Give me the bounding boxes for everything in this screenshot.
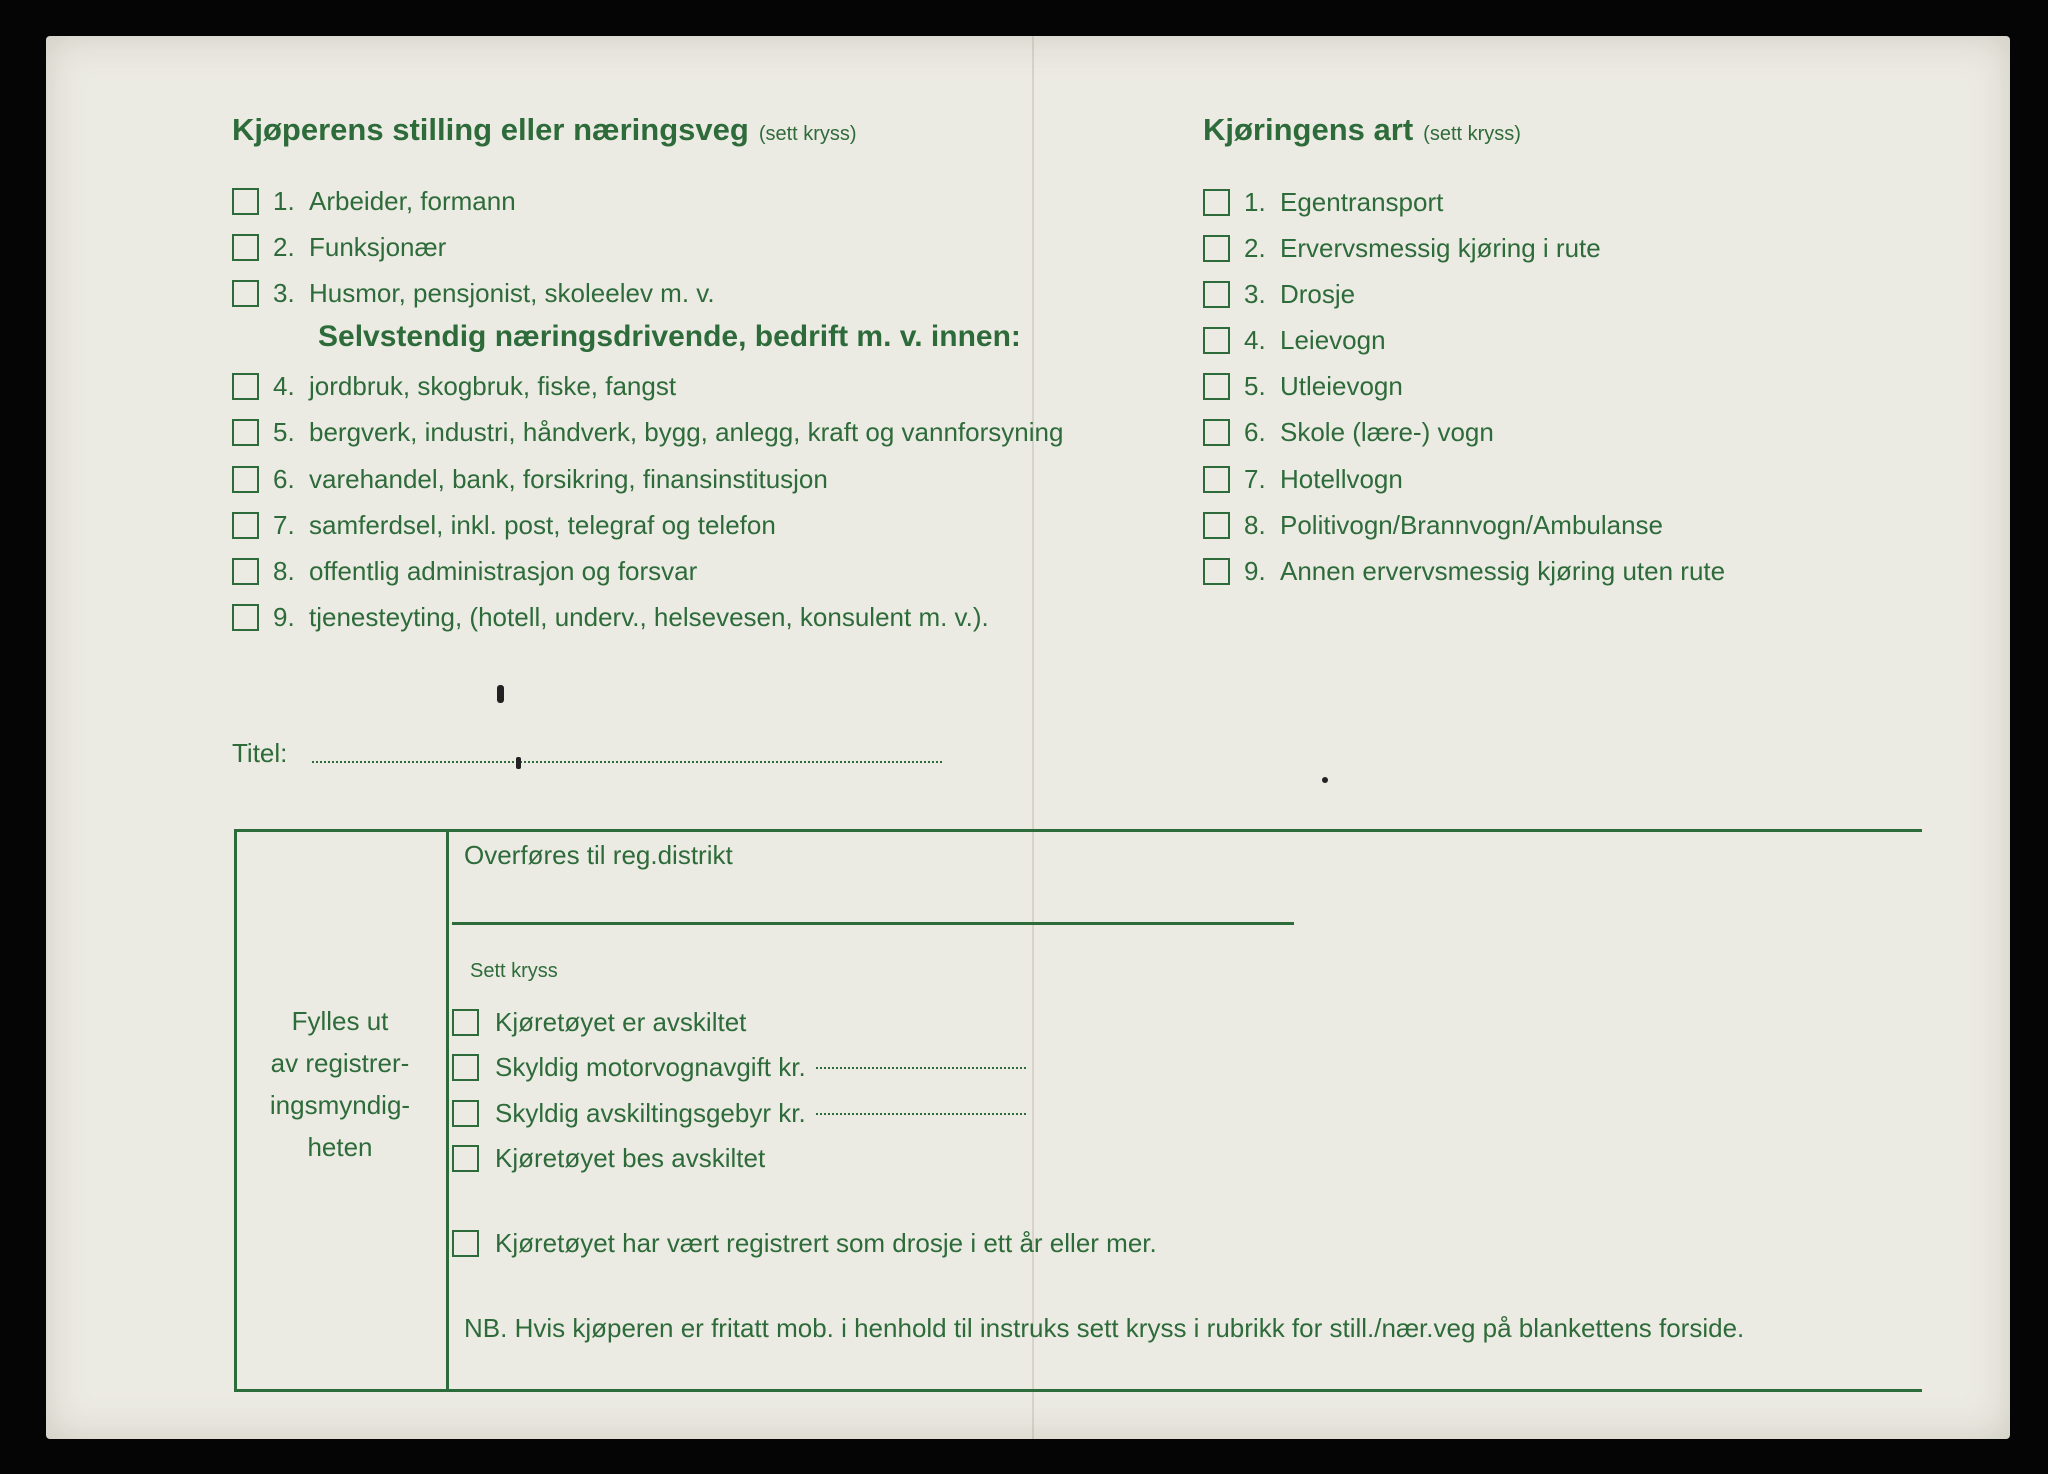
authority-check-2[interactable] — [452, 1052, 1026, 1083]
authority-check-1[interactable] — [452, 1007, 746, 1038]
driving-option-3[interactable] — [1203, 279, 1355, 310]
ink-speck — [497, 685, 504, 703]
authority-label — [240, 1000, 440, 1168]
driving-option-4[interactable] — [1203, 325, 1386, 356]
checkbox[interactable] — [1203, 235, 1230, 262]
transfer-district-field[interactable] — [452, 922, 1294, 925]
occupation-option-1[interactable] — [232, 186, 516, 217]
authority-label-line: Fylles ut — [291, 1006, 389, 1036]
option-label: tjenesteyting, (hotell, underv., helsevesen, konsulent m. v.). — [309, 602, 989, 632]
option-label: bergverk, industri, håndverk, bygg, anlegg, kraft og vannforsyning — [309, 417, 1064, 447]
option-label: Ervervsmessig kjøring i rute — [1280, 233, 1601, 263]
option-label: offentlig administrasjon og forsvar — [309, 556, 698, 586]
driving-option-7[interactable] — [1203, 464, 1403, 495]
option-label: Annen ervervsmessig kjøring uten rute — [1280, 556, 1726, 586]
checkbox[interactable] — [1203, 327, 1230, 354]
box-top-border — [234, 829, 1922, 832]
option-label: Drosje — [1280, 279, 1356, 309]
checkbox[interactable] — [232, 280, 259, 307]
amount-field[interactable] — [816, 1113, 1026, 1115]
option-number: 4. — [1244, 325, 1266, 355]
option-number: 3. — [1244, 279, 1266, 309]
check-label: Kjøretøyet har vært registrert som drosje i ett år eller mer. — [495, 1228, 1157, 1258]
option-label: Utleievogn — [1280, 371, 1403, 401]
option-label: Egentransport — [1280, 187, 1444, 217]
right-heading-text: Kjøringens art — [1203, 112, 1414, 147]
occupation-option-5[interactable] — [232, 417, 1063, 448]
check-label: Skyldig motorvognavgift kr. — [495, 1052, 806, 1082]
option-label: Skole (lære-) vogn — [1280, 417, 1494, 447]
option-label: Hotellvogn — [1280, 464, 1403, 494]
authority-label-line: ingsmyndig- — [269, 1090, 411, 1120]
option-label: jordbruk, skogbruk, fiske, fangst — [309, 371, 677, 401]
option-number: 6. — [273, 464, 295, 494]
checkbox[interactable] — [232, 512, 259, 539]
option-label: Leievogn — [1280, 325, 1386, 355]
option-number: 8. — [273, 556, 295, 586]
option-label: Funksjonær — [309, 232, 447, 262]
checkbox[interactable] — [452, 1009, 479, 1036]
occupation-option-3[interactable] — [232, 278, 715, 309]
occupation-option-4[interactable] — [232, 371, 676, 402]
right-heading — [1203, 112, 1521, 148]
option-label: samferdsel, inkl. post, telegraf og telefon — [309, 510, 776, 540]
occupation-option-6[interactable] — [232, 464, 828, 495]
checkbox[interactable] — [452, 1100, 479, 1127]
option-number: 8. — [1244, 510, 1266, 540]
box-left-border — [234, 829, 237, 1392]
driving-option-5[interactable] — [1203, 371, 1403, 402]
checkbox[interactable] — [1203, 373, 1230, 400]
checkbox[interactable] — [452, 1230, 479, 1257]
checkbox[interactable] — [1203, 558, 1230, 585]
check-label: Kjøretøyet er avskiltet — [495, 1007, 747, 1037]
titel-field[interactable] — [312, 761, 942, 763]
driving-option-8[interactable] — [1203, 510, 1663, 541]
left-heading-note: (sett kryss) — [758, 123, 857, 145]
checkbox[interactable] — [232, 604, 259, 631]
authority-label-line: heten — [307, 1132, 373, 1162]
amount-field[interactable] — [816, 1067, 1026, 1069]
checkbox[interactable] — [1203, 512, 1230, 539]
checkbox[interactable] — [232, 558, 259, 585]
right-heading-note: (sett kryss) — [1423, 123, 1521, 145]
ink-speck — [1322, 777, 1328, 783]
option-number: 1. — [273, 186, 295, 216]
option-label: varehandel, bank, forsikring, finansinstitusjon — [309, 464, 828, 494]
checkbox[interactable] — [452, 1054, 479, 1081]
box-bottom-border — [234, 1389, 1922, 1392]
option-number: 5. — [1244, 371, 1266, 401]
option-label: Arbeider, formann — [309, 186, 516, 216]
option-label: Husmor, pensjonist, skoleelev m. v. — [309, 278, 715, 308]
option-number: 5. — [273, 417, 295, 447]
checkbox[interactable] — [1203, 189, 1230, 216]
driving-option-1[interactable] — [1203, 187, 1443, 218]
option-number: 7. — [1244, 464, 1266, 494]
checkbox[interactable] — [1203, 466, 1230, 493]
drosje-check[interactable] — [452, 1228, 1157, 1259]
checkbox[interactable] — [232, 188, 259, 215]
box-divider — [446, 829, 449, 1392]
titel-label: Titel: — [232, 738, 288, 768]
option-number: 1. — [1244, 187, 1266, 217]
driving-option-6[interactable] — [1203, 417, 1494, 448]
occupation-option-8[interactable] — [232, 556, 697, 587]
sett-kryss-label: Sett kryss — [470, 960, 558, 982]
ink-speck — [516, 757, 521, 769]
checkbox[interactable] — [452, 1145, 479, 1172]
check-label: Skyldig avskiltingsgebyr kr. — [495, 1098, 806, 1128]
option-number: 2. — [273, 232, 295, 262]
left-heading-text: Kjøperens stilling eller næringsveg — [232, 112, 749, 147]
option-number: 3. — [273, 278, 295, 308]
option-number: 9. — [273, 602, 295, 632]
left-heading — [232, 112, 857, 148]
driving-option-2[interactable] — [1203, 233, 1601, 264]
option-label: Politivogn/Brannvogn/Ambulanse — [1280, 510, 1664, 540]
checkbox[interactable] — [232, 373, 259, 400]
authority-check-3[interactable] — [452, 1098, 1026, 1129]
occupation-option-7[interactable] — [232, 510, 776, 541]
nb-note: NB. Hvis kjøperen er fritatt mob. i henhold til instruks sett kryss i rubrikk for still./nær.veg på blankettens forside. — [464, 1313, 1745, 1343]
checkbox[interactable] — [1203, 281, 1230, 308]
authority-label-line: av registrer- — [270, 1048, 410, 1078]
checkbox[interactable] — [232, 466, 259, 493]
checkbox[interactable] — [232, 419, 259, 446]
checkbox[interactable] — [1203, 419, 1230, 446]
check-label: Kjøretøyet bes avskiltet — [495, 1143, 766, 1173]
occupation-option-9[interactable] — [232, 602, 989, 633]
option-number: 9. — [1244, 556, 1266, 586]
option-number: 6. — [1244, 417, 1266, 447]
option-number: 2. — [1244, 233, 1266, 263]
checkbox[interactable] — [232, 234, 259, 261]
occupation-option-2[interactable] — [232, 232, 446, 263]
authority-check-4[interactable] — [452, 1143, 765, 1174]
option-number: 4. — [273, 371, 295, 401]
transfer-label: Overføres til reg.distrikt — [464, 840, 733, 870]
option-number: 7. — [273, 510, 295, 540]
driving-option-9[interactable] — [1203, 556, 1725, 587]
self-employed-subheading: Selvstendig næringsdrivende, bedrift m. v. innen: — [318, 320, 1021, 353]
